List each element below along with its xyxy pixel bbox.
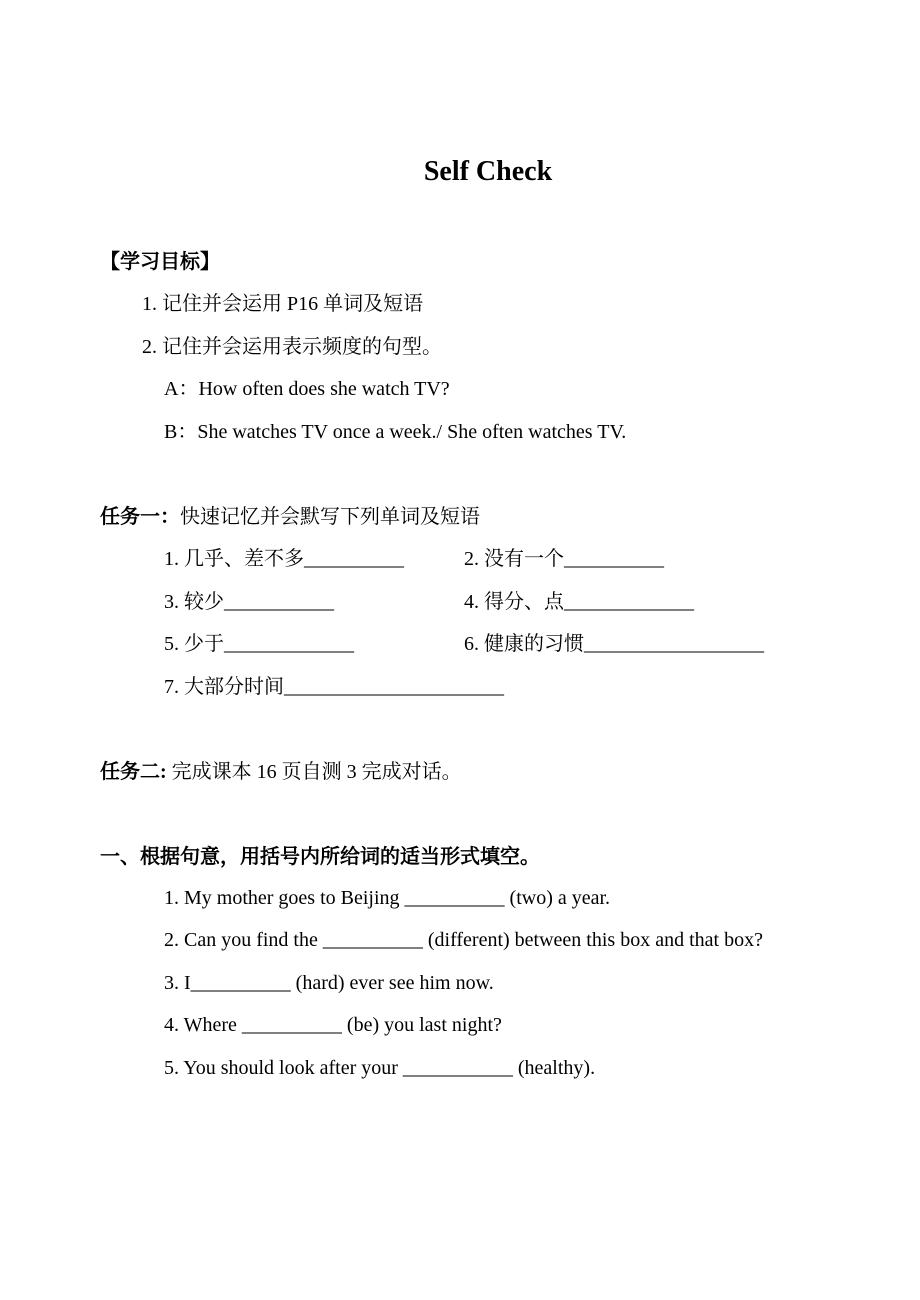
- task1-label: 任务一：: [100, 506, 180, 528]
- exercise-item: 3. I__________ (hard) ever see him now.: [164, 972, 494, 994]
- vocab-item: 3. 较少___________: [164, 591, 334, 613]
- page-title: Self Check: [423, 156, 553, 187]
- vocab-item: 2. 没有一个__________: [464, 548, 664, 570]
- objective-item: 2. 记住并会运用表示频度的句型。: [142, 336, 442, 358]
- dialogue-line: B：She watches TV once a week./ She often watches TV.: [164, 421, 627, 443]
- vocab-item: 5. 少于_____________: [164, 633, 354, 655]
- vocab-item: 1. 几乎、差不多__________: [164, 548, 404, 570]
- exercise-item: 1. My mother goes to Beijing __________ (two) a year.: [164, 887, 611, 909]
- exercise-heading: 一、根据句意，用括号内所给词的适当形式填空。: [100, 846, 540, 868]
- exercise-item: 2. Can you find the __________ (different) between this box and that box?: [164, 929, 763, 951]
- task2-line: [100, 760, 462, 784]
- exercise-item: 5. You should look after your ___________ (healthy).: [164, 1057, 596, 1079]
- vocab-item: 4. 得分、点_____________: [464, 591, 694, 613]
- vocab-item: 6. 健康的习惯__________________: [464, 633, 764, 655]
- task2-text: 完成课本 16 页自测 3 完成对话。: [166, 761, 462, 783]
- objectives-heading: 【学习目标】: [100, 251, 220, 273]
- exercise-item: 4. Where __________ (be) you last night?: [164, 1014, 502, 1036]
- task1-text: 快速记忆并会默写下列单词及短语: [180, 506, 480, 528]
- dialogue-line: A：How often does she watch TV?: [164, 378, 450, 400]
- task2-label: 任务二:: [100, 761, 167, 783]
- task1-line: [100, 505, 480, 529]
- vocab-item: 7. 大部分时间______________________: [164, 676, 504, 698]
- objective-item: 1. 记住并会运用 P16 单词及短语: [142, 293, 424, 315]
